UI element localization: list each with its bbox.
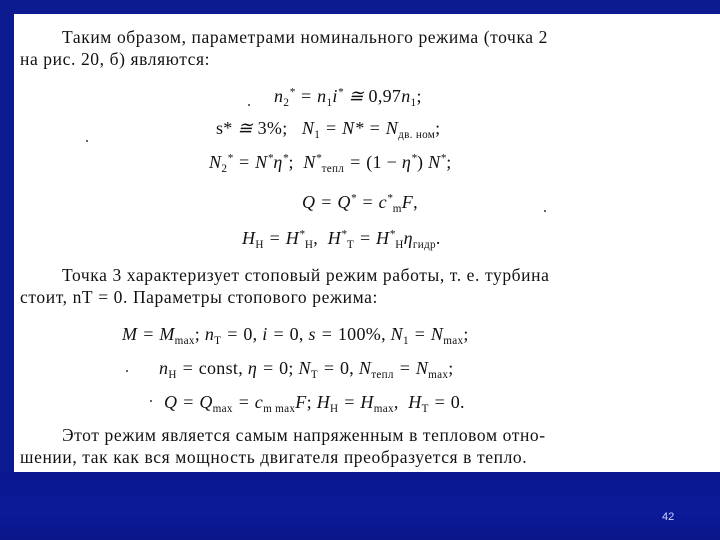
top-border [0, 0, 720, 14]
equation-stall-2: $n_Н$ = const, η = 0; $N_Т = 0$, $N_{тепл} = N_{max}$; [159, 358, 454, 381]
equation-power: $N_2^* = N^*\eta^*$; $N^*_{тепл} = (1 - \eta^*)$ N*; [209, 152, 452, 175]
scan-speck [126, 370, 128, 372]
stall-line-1: Точка 3 характеризует стоповый режим работы, т. е. турбина [62, 265, 550, 285]
page-number: 42 [662, 511, 675, 523]
equation-head: $H_Н = H^*_Н$, $H^*_Т = H^*_Н\eta_{гидр}$. [242, 228, 441, 251]
stall-paragraph [14, 264, 718, 308]
intro-line-2: на рис. 20, б) являются: [20, 49, 211, 69]
stall-line-2: стоит, nТ = 0. Параметры стопового режима: [20, 287, 379, 307]
intro-line-1: Таким образом, параметрами номинального режима (точка 2 [62, 27, 548, 47]
equation-flow: $Q = Q^* = c^*_mF$, [302, 192, 418, 215]
equation-slip: s* ≅ 3%; $N_1 = N* = N_{дв. ном}$; [216, 118, 441, 141]
document-page [14, 14, 720, 472]
intro-paragraph [14, 26, 718, 70]
equation-stall-3: $Q = Q_{max} = c_{m max}F$; $H_Н = H_{max}$, $H_Т = 0$. [164, 392, 465, 415]
conclusion-paragraph [14, 424, 718, 468]
scan-speck [248, 104, 250, 106]
equation-stall-1: $M = M_{max}$; $n_Т = 0$, i = 0, s = 100%, $N_1 = N_{max}$; [122, 324, 469, 347]
conclusion-line-1: Этот режим является самым напряженным в тепловом отно- [62, 425, 546, 445]
equation-n2: $n_2^* = n_1i^*$ ≅ $0,97n_1$; [274, 86, 422, 109]
scan-speck [544, 210, 546, 212]
conclusion-line-2: шении, так как вся мощность двигателя преобразуется в тепло. [20, 447, 528, 467]
scan-speck [86, 140, 88, 142]
footer-bar [0, 472, 720, 540]
scan-speck [150, 400, 152, 402]
